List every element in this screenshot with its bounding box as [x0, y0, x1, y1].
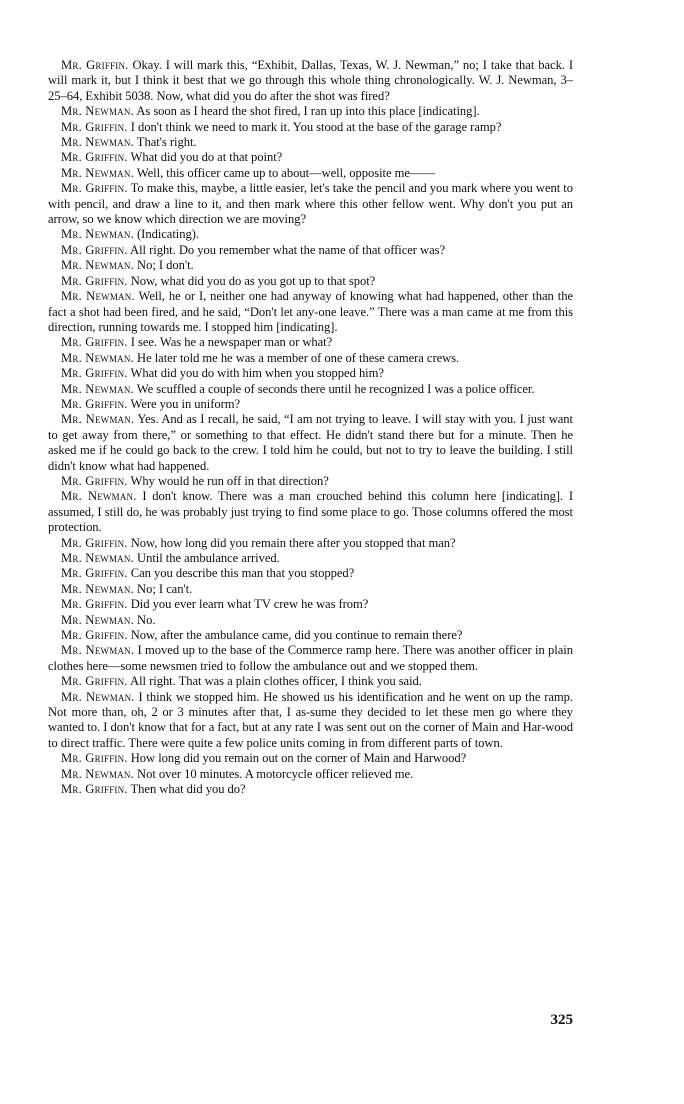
speaker-name: Mr. Newman.	[61, 289, 135, 304]
testimony-paragraph	[48, 751, 573, 766]
speaker-name: Mr. Newman.	[61, 689, 135, 704]
speaker-name: Mr. Griffin.	[61, 150, 128, 165]
testimony-paragraph	[48, 782, 573, 797]
speech-text: What did you do with him when you stopped him?	[127, 366, 384, 381]
testimony-paragraph	[48, 58, 573, 104]
speaker-name: Mr. Griffin.	[61, 335, 128, 350]
speaker-name: Mr. Griffin.	[61, 628, 128, 643]
speech-text: We scuffled a couple of seconds there until he recognized I was a police officer.	[133, 381, 535, 396]
speech-text: No.	[133, 612, 156, 627]
speech-text: What did you do at that point?	[127, 150, 283, 165]
speaker-name: Mr. Griffin.	[61, 751, 128, 766]
testimony-paragraph	[48, 397, 573, 412]
testimony-paragraph	[48, 274, 573, 289]
speech-text: Okay. I will mark this, “Exhibit, Dallas, Texas, W. J. Newman,” no; I take that back. I will mark it, but I think it best that we go through this whole thing chronologically. W. J. Newman, 3–25–64, Exhibit 5038. Now, what did you do after the shot was fired?	[48, 58, 573, 103]
speech-text: He later told me he was a member of one of these camera crews.	[133, 350, 460, 365]
testimony-paragraph	[48, 597, 573, 612]
speaker-name: Mr. Griffin.	[61, 782, 128, 797]
testimony-paragraph	[48, 120, 573, 135]
speech-text: That's right.	[133, 135, 197, 150]
testimony-text	[48, 58, 573, 798]
testimony-paragraph	[48, 366, 573, 381]
speech-text: No; I don't.	[133, 258, 194, 273]
speech-text: (Indicating).	[133, 227, 199, 242]
testimony-paragraph	[48, 674, 573, 689]
speaker-name: Mr. Griffin.	[61, 119, 128, 134]
speech-text: Not over 10 minutes. A motorcycle officer relieved me.	[133, 766, 414, 781]
testimony-paragraph	[48, 628, 573, 643]
speaker-name: Mr. Griffin.	[61, 535, 128, 550]
speaker-name: Mr. Newman.	[61, 258, 134, 273]
speech-text: No; I can't.	[133, 581, 193, 596]
speech-text: I think we stopped him. He showed us his identification and he went on up the ramp. Not more than, oh, 2 or 3 minutes after that, I as-sume they decided to let these men go where they wanted to. I don't know that for a fact, but at any rate I was sent out on the corner of Main and Har-wood to direct traffic. There were quite a few police units coming in from different parts of town.	[48, 689, 573, 750]
speech-text: Until the ambulance arrived.	[133, 551, 280, 565]
testimony-paragraph	[48, 566, 573, 581]
speech-text: All right. That was a plain clothes officer, I think you said.	[127, 674, 422, 689]
speaker-name: Mr. Newman.	[61, 551, 134, 565]
speech-text: Now, what did you do as you got up to that spot?	[127, 273, 376, 288]
speaker-name: Mr. Newman.	[61, 612, 134, 627]
testimony-paragraph	[48, 412, 573, 474]
testimony-paragraph	[48, 289, 573, 335]
speaker-name: Mr. Griffin.	[61, 58, 129, 72]
speech-text: I moved up to the base of the Commerce ramp here. There was another officer in plain clothes here—some newsmen tried to follow the ambulance out and we stopped them.	[48, 643, 573, 673]
speaker-name: Mr. Newman.	[61, 489, 137, 504]
speaker-name: Mr. Griffin.	[61, 242, 128, 257]
speech-text: Yes. And as I recall, he said, “I am not trying to leave. I will stay with you. I just want to get away from there,” or something to that effect. He didn't stand there but for a minute. Then he asked me if he could go back to the crew. I told him he could, but not to try to leave the building. I still didn't know what had happened.	[48, 412, 573, 473]
speech-text: Were you in uniform?	[127, 396, 241, 411]
speaker-name: Mr. Griffin.	[61, 273, 128, 288]
speaker-name: Mr. Newman.	[61, 412, 135, 427]
testimony-paragraph	[48, 551, 573, 566]
speaker-name: Mr. Newman.	[61, 766, 134, 781]
speaker-name: Mr. Griffin.	[61, 597, 128, 612]
testimony-paragraph	[48, 135, 573, 150]
speaker-name: Mr. Griffin.	[61, 366, 128, 381]
testimony-paragraph	[48, 382, 573, 397]
speaker-name: Mr. Newman.	[61, 135, 134, 150]
testimony-paragraph	[48, 474, 573, 489]
testimony-paragraph	[48, 643, 573, 674]
testimony-paragraph	[48, 258, 573, 273]
testimony-paragraph	[48, 690, 573, 752]
testimony-paragraph	[48, 243, 573, 258]
speaker-name: Mr. Newman.	[61, 104, 134, 119]
testimony-paragraph	[48, 181, 573, 227]
speech-text: Why would he run off in that direction?	[127, 473, 329, 488]
page-number: 325	[550, 1012, 573, 1028]
speech-text: As soon as I heard the shot fired, I ran up into this place [indicating].	[133, 104, 480, 119]
testimony-paragraph	[48, 489, 573, 535]
testimony-paragraph	[48, 767, 573, 782]
speaker-name: Mr. Newman.	[61, 643, 135, 658]
speaker-name: Mr. Newman.	[61, 350, 134, 365]
speech-text: Can you describe this man that you stopped?	[127, 566, 355, 581]
testimony-paragraph	[48, 536, 573, 551]
testimony-paragraph	[48, 613, 573, 628]
speech-text: Did you ever learn what TV crew he was from?	[127, 597, 369, 612]
testimony-paragraph	[48, 104, 573, 119]
speaker-name: Mr. Newman.	[61, 581, 134, 596]
testimony-paragraph	[48, 166, 573, 181]
speaker-name: Mr. Griffin.	[61, 674, 128, 689]
speech-text: Then what did you do?	[127, 782, 246, 797]
speaker-name: Mr. Newman.	[61, 227, 134, 242]
speaker-name: Mr. Griffin.	[61, 473, 128, 488]
speaker-name: Mr. Newman.	[61, 165, 134, 180]
speech-text: All right. Do you remember what the name of that officer was?	[127, 242, 446, 257]
speaker-name: Mr. Griffin.	[61, 566, 128, 581]
speech-text: Well, he or I, neither one had anyway of knowing what had happened, other than the fact a shot had been fired, and he said, “Don't let any-one leave.” There was a man came at me from this direction, running towards me. I stopped him [indicating].	[48, 289, 573, 334]
testimony-paragraph	[48, 351, 573, 366]
speech-text: Now, after the ambulance came, did you continue to remain there?	[127, 628, 463, 643]
speech-text: I don't know. There was a man crouched behind this column here [indicating]. I assumed, I still do, he was probably just trying to find some place to go. Those columns offered the most protection.	[48, 489, 573, 535]
testimony-paragraph	[48, 582, 573, 597]
speaker-name: Mr. Griffin.	[61, 181, 128, 196]
speech-text: How long did you remain out on the corner of Main and Harwood?	[127, 751, 467, 766]
speech-text: To make this, maybe, a little easier, let's take the pencil and you mark where you went to with pencil, and draw a line to it, and then mark where this other fellow went. Why don't you put an arrow, so we know which direction we are moving?	[48, 181, 573, 227]
testimony-paragraph	[48, 227, 573, 242]
speech-text: I see. Was he a newspaper man or what?	[127, 335, 333, 350]
speech-text: Well, this officer came up to about—well, opposite me——	[133, 165, 435, 180]
speech-text: Now, how long did you remain there after you stopped that man?	[127, 535, 456, 550]
speaker-name: Mr. Griffin.	[61, 396, 128, 411]
testimony-paragraph	[48, 150, 573, 165]
speech-text: I don't think we need to mark it. You stood at the base of the garage ramp?	[127, 119, 502, 134]
speaker-name: Mr. Newman.	[61, 381, 134, 396]
testimony-paragraph	[48, 335, 573, 350]
